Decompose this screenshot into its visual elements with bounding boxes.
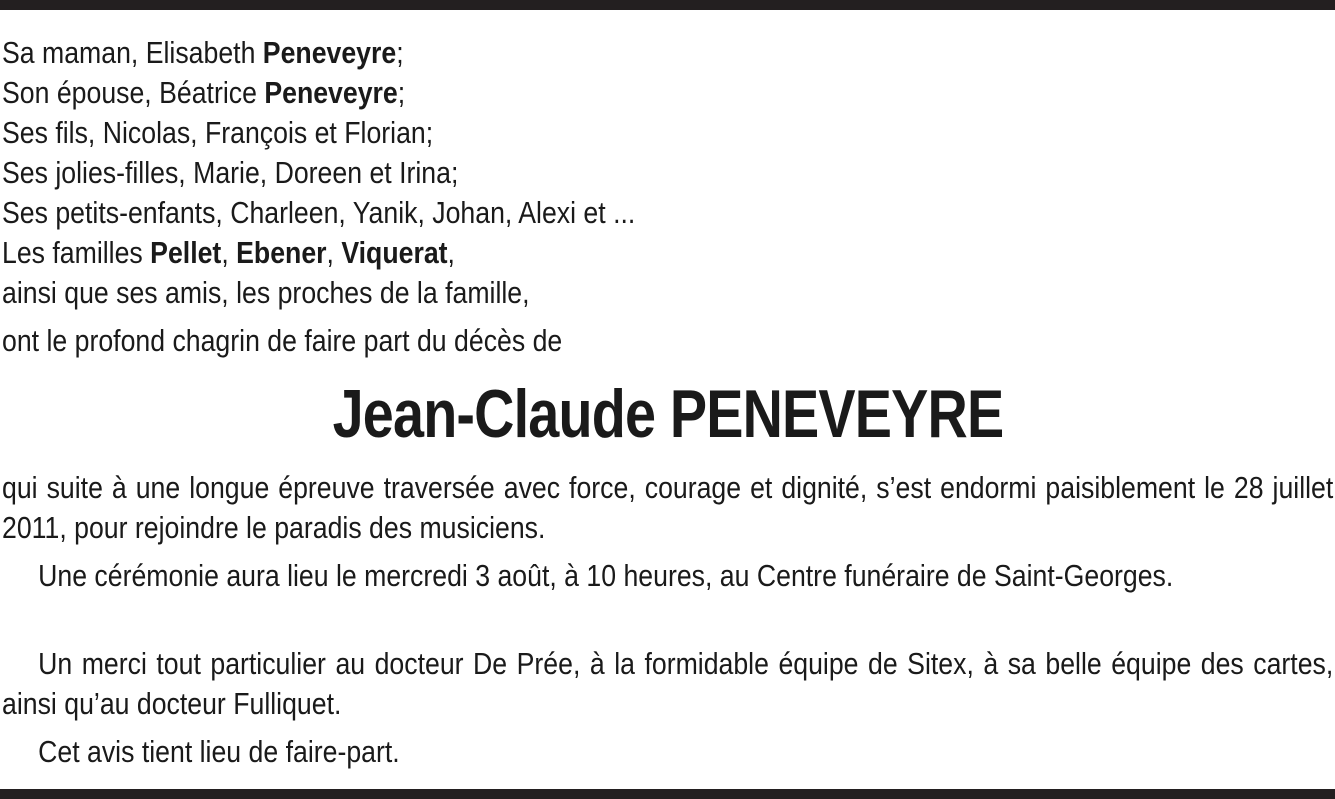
deceased-name: Jean-Claude PENEVEYRE [332, 376, 1003, 452]
family-line-wife: Son épouse, Béatrice Peneveyre; [2, 75, 406, 110]
family-line-mother: Sa maman, Elisabeth Peneveyre; [2, 35, 404, 70]
family-line-daughters-in-law: Ses jolies-filles, Marie, Doreen et Irina; [2, 155, 459, 190]
family-line-sons: Ses fils, Nicolas, François et Florian; [2, 115, 434, 150]
paragraph-passing: qui suite à une longue épreuve traversée avec force, courage et dignité, s’est endormi paisiblement le 28 juillet 2011, pour rejoindre le paradis des musiciens. [2, 470, 1334, 545]
paragraph-notice: Cet avis tient lieu de faire-part. [38, 734, 400, 769]
family-line-families: Les familles Pellet, Ebener, Viquerat, [2, 235, 455, 270]
top-border-rule [0, 0, 1335, 10]
bottom-border-rule [0, 789, 1335, 799]
family-line-friends: ainsi que ses amis, les proches de la famille, [2, 275, 530, 310]
paragraph-thanks: Un merci tout particulier au docteur De Prée, à la formidable équipe de Sitex, à sa belle équipe des cartes, ainsi qu’au docteur Fulliquet. [2, 646, 1334, 721]
family-line-grandchildren: Ses petits-enfants, Charleen, Yanik, Johan, Alexi et ... [2, 195, 636, 230]
family-list [2, 33, 1332, 313]
announcement-intro: ont le profond chagrin de faire part du décès de [2, 323, 563, 358]
paragraph-ceremony: Une cérémonie aura lieu le mercredi 3 août, à 10 heures, au Centre funéraire de Saint-Georges. [38, 558, 1174, 593]
